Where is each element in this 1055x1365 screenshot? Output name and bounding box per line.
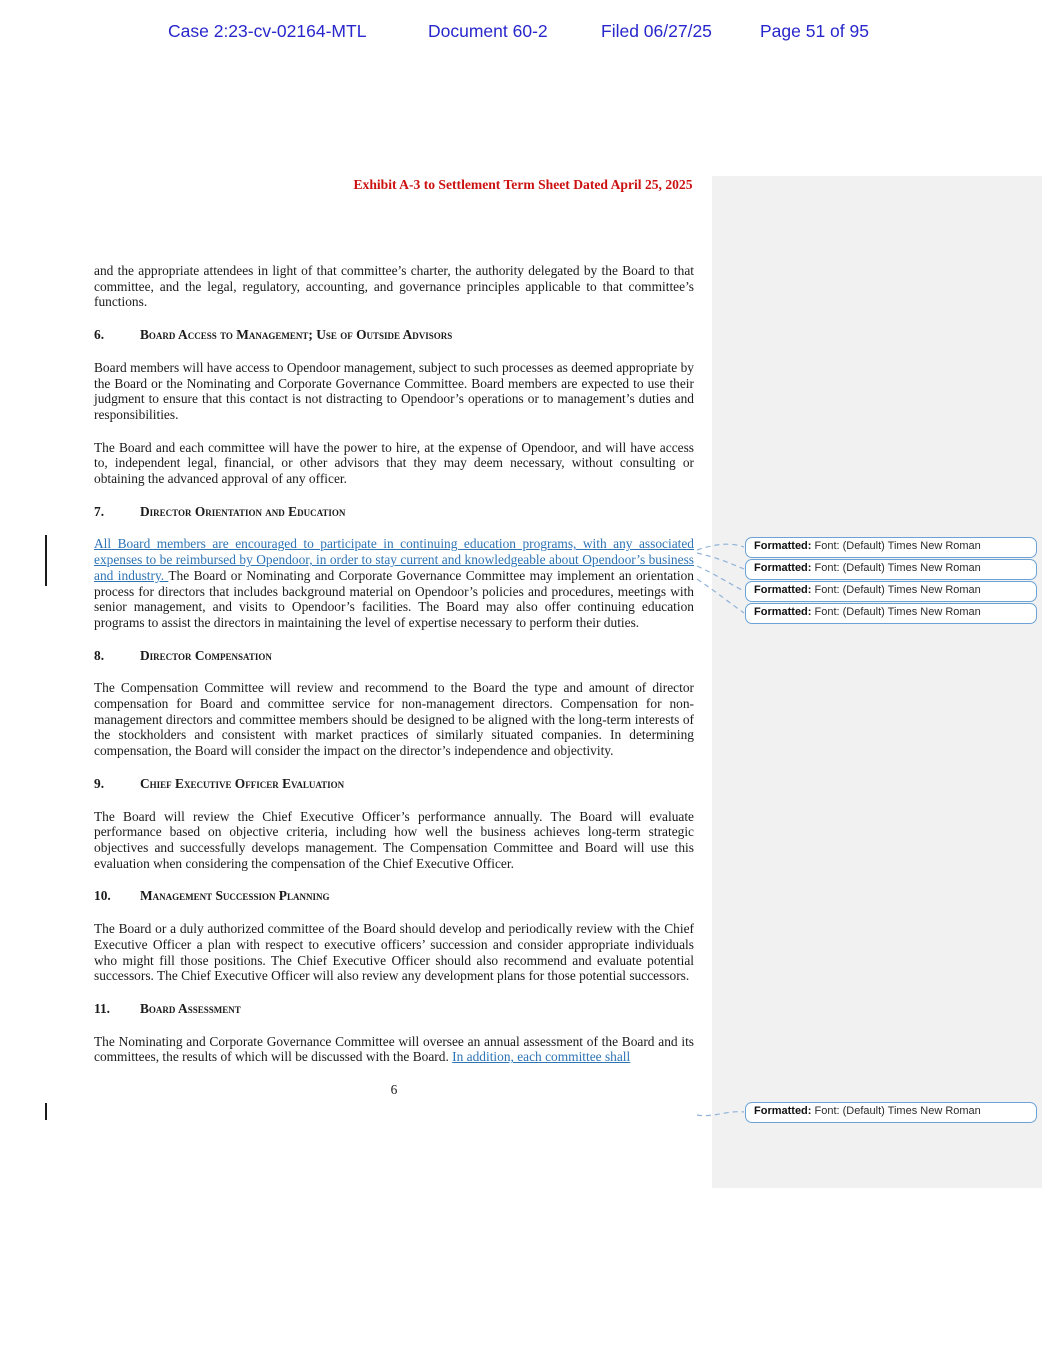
formatted-note-label: Formatted: [754,606,812,618]
formatted-note[interactable] [745,581,1037,602]
formatted-note[interactable] [745,603,1037,624]
section-number: 11. [94,1000,110,1016]
paragraph: Board members will have access to Opendoor management, subject to such processes as deemed appropriate by the Board or the Nominating and Corporate Governance Committee. Board members are expected to use their judgment to ensure that this contact is not distracting to Opendoor’s operations or to management’s duties and responsibilities. [94,359,694,422]
section-heading-10 [94,888,694,904]
review-markup-panel [712,176,1042,1188]
section-heading-9 [94,776,694,792]
section-title: Board Access to Management; Use of Outside Advisors [140,327,453,343]
section-title: Director Orientation and Education [140,503,346,519]
section-title: Director Compensation [140,647,272,663]
page-indicator: Page 51 of 95 [760,21,869,41]
formatted-note-label: Formatted: [754,1105,812,1117]
paragraph-text: The Board or Nominating and Corporate Governance Committee may implement an orientation process for directors that includes background material on Opendoor’s policies and procedures, meetings with senior management, and visits to Opendoor’s facilities. The Board may also offer continuing education programs to assist the directors in maintaining the level of expertise necessary to perform their duties. [94,567,694,630]
case-number: Case 2:23-cv-02164-MTL [168,21,367,41]
paragraph: The Compensation Committee will review and recommend to the Board the type and amount of director compensation for Board and committee service for non-management directors. Compensation for non-management directors and committee members should be designed to be aligned with the long-term interests of the stockholders and consistent with market practices of similarly situated companies. In determining compensation, the Board will consider the impact on the director’s independence and objectivity. [94,680,694,759]
section-number: 7. [94,503,105,519]
formatted-note-detail: Font: (Default) Times New Roman [811,1105,981,1117]
section-heading-11 [94,1001,694,1017]
paragraph: The Board and each committee will have the power to hire, at the expense of Opendoor, and will have access to, independent legal, financial, or other advisors that they may deem necessary, without consulting or obtaining the advanced approval of any officer. [94,439,694,487]
exhibit-title: Exhibit A-3 to Settlement Term Sheet Dated April 25, 2025 [353,177,693,192]
paragraph [94,536,694,630]
document-number: Document 60-2 [428,21,548,41]
section-heading-7 [94,504,694,520]
document-body [94,263,694,1098]
formatted-note[interactable] [745,537,1037,558]
section-heading-8 [94,648,694,664]
formatted-note[interactable] [745,559,1037,580]
section-number: 8. [94,647,105,663]
formatted-note-label: Formatted: [754,540,812,552]
change-bar [45,535,47,586]
formatted-note-detail: Font: (Default) Times New Roman [811,562,981,574]
section-heading-6 [94,327,694,343]
paragraph [94,1034,694,1065]
section-title: Chief Executive Officer Evaluation [140,775,345,791]
section-number: 6. [94,327,105,343]
formatted-note-label: Formatted: [754,562,812,574]
filed-date: Filed 06/27/25 [601,21,712,41]
intro-paragraph: and the appropriate attendees in light of that committee’s charter, the authority delegated by the Board to that committee, and the legal, regulatory, accounting, and governance principles applicable to that committee’s functions. [94,263,694,310]
section-number: 9. [94,775,105,791]
tracked-insertion: All Board members are encouraged to participate in continuing education programs, with any associated expenses to be reimbursed by Opendoor, in order to stay current and knowledgeable about Opendoor’s business and industry. [94,536,694,583]
page-number: 6 [390,1082,398,1098]
paragraph: The Board or a duly authorized committee of the Board should develop and periodically review with the Chief Executive Officer a plan with respect to executive officers’ succession and consider appropriate individuals who might fill those positions. The Chief Executive Officer should also recommend and evaluate potential successors. The Chief Executive Officer will also review any development plans for those potential successors. [94,921,694,984]
change-bar [45,1103,47,1120]
formatted-note[interactable] [745,1102,1037,1123]
formatted-note-label: Formatted: [754,584,812,596]
formatted-note-detail: Font: (Default) Times New Roman [811,584,981,596]
section-number: 10. [94,888,111,904]
formatted-note-detail: Font: (Default) Times New Roman [811,540,981,552]
section-title: Management Succession Planning [140,888,330,904]
formatted-note-detail: Font: (Default) Times New Roman [811,606,981,618]
paragraph-text: The Nominating and Corporate Governance Committee will oversee an annual assessment of the Board and its committees, the results of which will be discussed with the Board. [94,1033,694,1065]
paragraph: The Board will review the Chief Executive Officer’s performance annually. The Board will evaluate performance based on objective criteria, including how well the business achieves long-term strategic objectives and successfully develops management. The Compensation Committee and Board will use this evaluation when considering the compensation of the Chief Executive Officer. [94,808,694,871]
tracked-insertion: In addition, each committee shall [452,1049,631,1065]
section-title: Board Assessment [140,1000,241,1016]
